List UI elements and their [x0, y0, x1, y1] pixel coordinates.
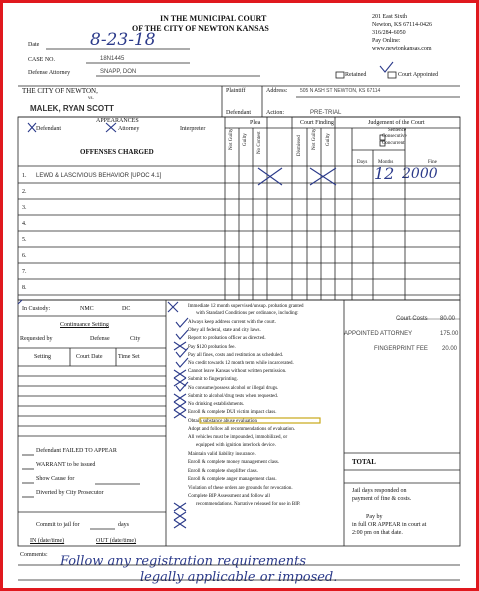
condition-item: Pay $120 probation fee.: [188, 345, 236, 350]
condition-item: All vehicles must be impounded, immobilized, or: [188, 435, 288, 440]
condition-item: recommendations. Narrative released for use in BIP.: [196, 502, 301, 507]
row-number: 6.: [22, 253, 27, 259]
court-appointed-label: Court Appointed: [398, 72, 439, 78]
defense-attorney-label: Defense Attorney: [28, 70, 71, 76]
condition-item: Enroll & complete shoplifter class.: [188, 469, 258, 474]
address-line1: 201 East Sixth: [372, 14, 408, 20]
condition-item: Maintain valid liability insurance.: [188, 452, 256, 457]
condition-item: Adopt and follow all recommendations of evaluation.: [188, 427, 296, 432]
appearance-interpreter: Interpreter: [180, 126, 206, 132]
offenses-charged-label: OFFENSES CHARGED: [80, 148, 154, 156]
condition-item: Obey all federal, state and city laws.: [188, 328, 261, 333]
plea-guilty: Guilty: [243, 133, 248, 146]
total-label: TOTAL: [352, 458, 376, 466]
defense-attorney-value: SNAPP, DON: [100, 69, 137, 75]
address-line5: www.newtonkansas.com: [372, 46, 432, 52]
condition-item: Submit to fingerprinting.: [188, 377, 238, 382]
in-datetime-label: IN (date/time): [30, 538, 65, 544]
consecutive-label: Consecutive: [382, 134, 407, 139]
address-line4: Pay Online:: [372, 38, 401, 44]
defendant-name: MALEK, RYAN SCOTT: [30, 104, 114, 113]
pay-by-label: Pay by: [366, 514, 383, 520]
appointed-attorney-label: APPOINTED ATTORNEY: [344, 331, 413, 337]
fingerprint-fee-label: FINGERPRINT FEE: [374, 346, 428, 352]
concurrent-label: Concurrent: [382, 141, 405, 146]
condition-item: Enroll & complete DUI victim impact class.: [188, 410, 277, 415]
offense-row-1: LEWD & LASCIVIOUS BEHAVIOR [UPOC 4.1]: [36, 173, 162, 179]
court-title-line1: IN THE MUNICIPAL COURT: [160, 14, 267, 23]
court-costs-value: 80.00: [440, 316, 456, 322]
court-finding-header: Court Finding: [300, 120, 334, 126]
plaintiff-label: Plaintiff: [226, 88, 246, 94]
diverted-label: Diverted by City Prosecutor: [36, 490, 104, 496]
time-set-label: Time Set: [118, 354, 140, 360]
address-line2: Newton, KS 67114-0426: [372, 22, 432, 28]
date-label: Date: [28, 42, 40, 48]
plea-no-contest: No Contest: [257, 131, 262, 154]
plea-not-guilty: Not Guilty: [229, 128, 234, 150]
condition-item: Immediate 12 month supervised/unsup. probation granted: [188, 304, 304, 309]
condition-item: with Standard Conditions per ordinance, including:: [196, 311, 299, 316]
row-number: 5.: [22, 237, 27, 243]
days-jail-label: days: [118, 522, 129, 528]
case-no-label: CASE NO.: [28, 57, 56, 63]
condition-item: Report to probation officer as directed.: [188, 336, 266, 341]
requested-by-label: Requested by: [20, 336, 53, 342]
fine-handwritten: 2000: [402, 166, 438, 182]
in-custody-label: In Custody:: [22, 306, 51, 312]
continuance-setting-label: Continuance Setting: [60, 322, 109, 328]
court-title-line2: OF THE CITY OF NEWTON KANSAS: [132, 24, 269, 33]
days-label: Days: [357, 160, 368, 165]
judgement-header: Judgement of the Court: [368, 120, 425, 126]
dc-label: DC: [122, 306, 131, 312]
comments-handwritten-line1: Follow any registration requirements: [60, 554, 307, 569]
row-number: 2.: [22, 189, 27, 195]
months-handwritten: 12: [374, 164, 395, 183]
court-costs-label: Court Costs: [396, 316, 428, 322]
setting-label: Setting: [34, 354, 52, 360]
condition-item: Obtain substance abuse evaluation: [188, 419, 258, 424]
appearance-defendant: Defendant: [36, 126, 61, 132]
row-number: 8.: [22, 285, 27, 291]
defense-label: Defense: [90, 336, 110, 342]
finding-dismissed: Dismissed: [297, 135, 302, 156]
sentence-label: Sentence: [388, 128, 407, 133]
retained-label: Retained: [345, 72, 367, 78]
finding-guilty: Guilty: [326, 133, 331, 146]
appointed-attorney-value: 175.00: [440, 331, 459, 337]
row-number: 4.: [22, 221, 27, 227]
finding-not-guilty: Not Guilty: [312, 128, 317, 150]
out-datetime-label: OUT (date/time): [96, 538, 137, 544]
plea-header: Plea: [250, 120, 261, 126]
fingerprint-fee-value: 20.00: [442, 346, 458, 352]
comments-handwritten-line2: legally applicable or imposed.: [140, 570, 338, 585]
condition-item: Enroll & complete money management class.: [188, 460, 280, 465]
condition-item: Pay all fines, costs and restitution as scheduled.: [188, 353, 284, 358]
action-label: Action:: [266, 110, 284, 116]
nmc-label: NMC: [80, 306, 94, 312]
condition-item: Complete BIP Assessment and follow all: [188, 494, 270, 499]
pay-line3: 2:00 pm on that date.: [352, 530, 403, 536]
comments-label: Comments:: [20, 552, 48, 558]
condition-item: Violation of these orders are grounds for revocation.: [188, 486, 293, 491]
vs-label: vs.: [88, 96, 94, 101]
months-label: Months: [378, 160, 394, 165]
warrant-label: WARRANT to be issued: [36, 462, 96, 468]
condition-item: No consume/possess alcohol or illegal drugs.: [188, 386, 279, 391]
jail-days-line1: Jail days responded on: [352, 488, 407, 494]
date-value: 8-23-18: [90, 30, 156, 50]
address-line3: 316/284-6050: [372, 30, 406, 36]
court-date-label: Court Date: [76, 354, 103, 360]
condition-item: Enroll & complete anger management class.: [188, 477, 277, 482]
address-label: Address:: [266, 88, 288, 94]
row-number: 3.: [22, 205, 27, 211]
case-no-value: 18N1445: [100, 56, 125, 62]
condition-item: Submit to alcohol/drug tests when requested.: [188, 394, 278, 399]
row-number: 7.: [22, 269, 27, 275]
show-cause-label: Show Cause for: [36, 476, 75, 482]
committed-label: Commit to jail for: [36, 522, 80, 528]
condition-item: No credit towards 12 month term while incarcerated.: [188, 361, 294, 366]
appearances-label: APPEARANCES: [96, 118, 139, 124]
condition-item: Always keep address current with the court.: [188, 320, 276, 325]
condition-item: equipped with ignition interlock device.: [196, 443, 276, 448]
plaintiff-name: THE CITY OF NEWTON,: [22, 87, 98, 95]
fine-label: Fine: [428, 160, 437, 165]
action-value: PRE-TRIAL: [310, 110, 342, 116]
pay-line2: in full OR APPEAR in court at: [352, 522, 427, 528]
city-label: City: [130, 336, 141, 342]
condition-item: Cannot leave Kansas without written permission.: [188, 369, 287, 374]
jail-days-line2: payment of fine & costs.: [352, 496, 412, 502]
defendant-label: Defendant: [226, 110, 251, 116]
condition-item: No drinking establishments.: [188, 402, 245, 407]
failed-to-appear-label: Defendant FAILED TO APPEAR: [36, 448, 117, 454]
appearance-attorney: Attorney: [118, 126, 140, 132]
row-number: 1.: [22, 173, 27, 179]
address-value: 505 N ASH ST NEWTON, KS 67114: [300, 88, 381, 94]
